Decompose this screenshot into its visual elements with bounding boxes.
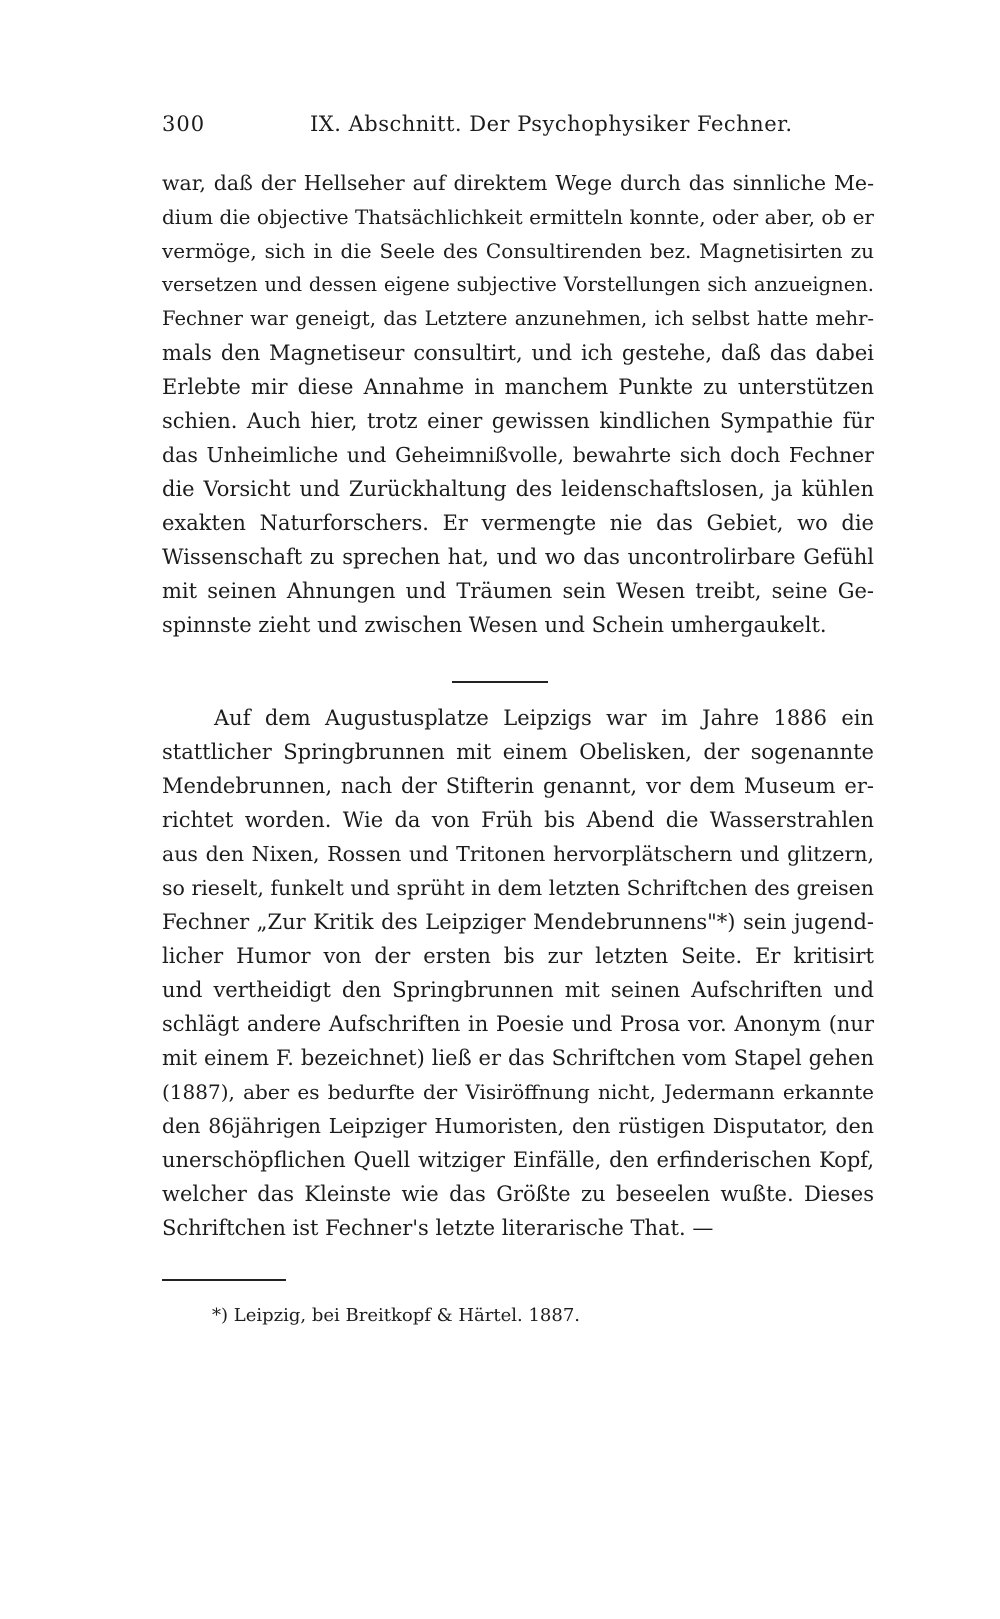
text-line: mals den Magnetiseur consultirt, und ich gestehe, daß das dabei (162, 341, 874, 365)
text-line: Wissenschaft zu sprechen hat, und wo das uncontrolirbare Gefühl (162, 545, 874, 569)
text-line: Fechner war geneigt, das Letztere anzunehmen, ich selbst hatte mehr- (162, 307, 874, 330)
text-line: den 86jährigen Leipziger Humoristen, den rüstigen Disputator, den (162, 1114, 874, 1138)
text-line: das Unheimliche und Geheimnißvolle, bewahrte sich doch Fechner (162, 443, 874, 467)
text-line: mit seinen Ahnungen und Träumen sein Wesen treibt, seine Ge- (162, 579, 874, 603)
text-line: versetzen und dessen eigene subjective Vorstellungen sich anzueignen. (162, 273, 874, 296)
text-line: so rieselt, funkelt und sprüht in dem letzten Schriftchen des greisen (162, 876, 874, 900)
text-line: schlägt andere Aufschriften in Poesie und Prosa vor. Anonym (nur (162, 1012, 874, 1036)
text-line: mit einem F. bezeichnet) ließ er das Schriftchen vom Stapel gehen (162, 1046, 874, 1070)
section-divider (452, 681, 548, 683)
text-line: licher Humor von der ersten bis zur letzten Seite. Er kritisirt (162, 944, 874, 968)
text-line: aus den Nixen, Rossen und Tritonen hervorplätschern und glitzern, (162, 842, 874, 866)
text-line: war, daß der Hellseher auf direktem Wege durch das sinnliche Me- (162, 171, 874, 195)
text-line: Schriftchen ist Fechner's letzte literarische That. — (162, 1216, 714, 1240)
text-line: stattlicher Springbrunnen mit einem Obelisken, der sogenannte (162, 740, 874, 764)
running-head: IX. Abschnitt. Der Psychophysiker Fechner. (310, 112, 793, 136)
text-line: vermöge, sich in die Seele des Consultirenden bez. Magnetisirten zu (162, 239, 874, 263)
text-line: exakten Naturforschers. Er vermengte nie das Gebiet, wo die (162, 511, 874, 535)
text-line: Auf dem Augustusplatze Leipzigs war im Jahre 1886 ein (214, 706, 874, 730)
text-line: dium die objective Thatsächlichkeit ermitteln konnte, oder aber, ob er (162, 205, 874, 229)
text-line: welcher das Kleinste wie das Größte zu beseelen wußte. Dieses (162, 1182, 874, 1206)
page-header (162, 112, 874, 142)
text-line: schien. Auch hier, trotz einer gewissen kindlichen Sympathie für (162, 409, 874, 433)
footnote: *) Leipzig, bei Breitkopf & Härtel. 1887. (212, 1305, 581, 1326)
text-line: richtet worden. Wie da von Früh bis Abend die Wasserstrahlen (162, 808, 874, 832)
text-line: (1887), aber es bedurfte der Visiröffnung nicht, Jedermann erkannte (162, 1080, 874, 1104)
text-line: Fechner „Zur Kritik des Leipziger Mendebrunnens"*) sein jugend- (162, 910, 874, 934)
text-line: Mendebrunnen, nach der Stifterin genannt, vor dem Museum er- (162, 774, 874, 798)
text-line: die Vorsicht und Zurückhaltung des leidenschaftslosen, ja kühlen (162, 477, 874, 501)
text-line: spinnste zieht und zwischen Wesen und Schein umhergaukelt. (162, 613, 827, 637)
footnote-rule (162, 1279, 286, 1281)
text-line: unerschöpflichen Quell witziger Einfälle, den erfinderischen Kopf, (162, 1148, 874, 1172)
text-line: Erlebte mir diese Annahme in manchem Punkte zu unterstützen (162, 375, 874, 399)
text-line: und vertheidigt den Springbrunnen mit seinen Aufschriften und (162, 978, 874, 1002)
page-number: 300 (162, 112, 206, 136)
